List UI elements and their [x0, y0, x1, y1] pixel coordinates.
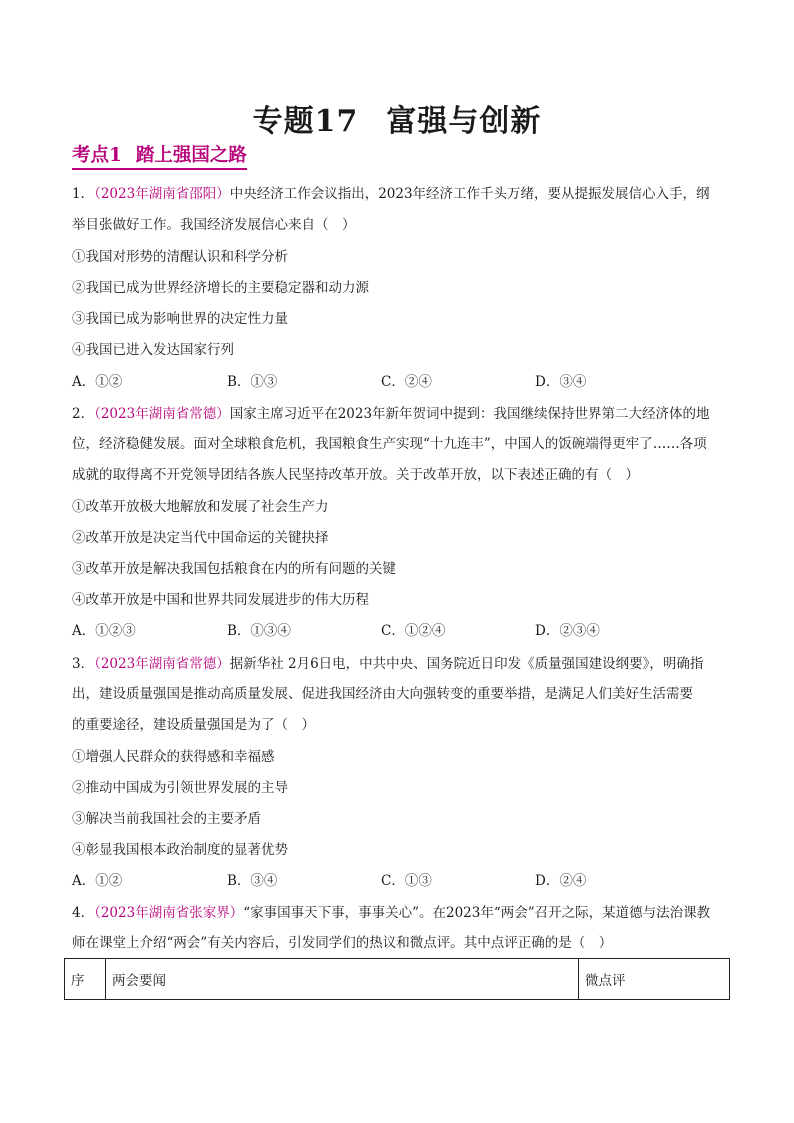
- q4-table: [64, 958, 730, 1000]
- q3-stem-line3: 的重要途径，建设质量强国是为了（ ）: [72, 717, 315, 733]
- q1-item: ②我国已成为世界经济增长的主要稳定器和动力源: [72, 280, 369, 296]
- q3-option-b: B．③④: [227, 873, 278, 889]
- q1-source: （2023年湖南省邵阳）: [94, 186, 230, 202]
- q4-source: （2023年湖南省张家界）: [94, 905, 244, 921]
- q2-source: （2023年湖南省常德）: [94, 406, 230, 422]
- table-header-row: [65, 959, 730, 1000]
- q3-option-c: C．①③: [381, 873, 432, 889]
- q3-item: ②推动中国成为引领世界发展的主导: [72, 780, 288, 796]
- q2-option-d: D．②③④: [535, 623, 600, 639]
- table-header-cell: 序: [65, 959, 106, 1000]
- q2-stem-line3: 成就的取得离不开党领导团结各族人民坚持改革开放。关于改革开放，以下表述正确的有（ ）: [72, 467, 639, 483]
- q1-option-b: B．①③: [227, 374, 278, 390]
- table-header-cell: 两会要闻: [106, 959, 579, 1000]
- q3-stem-line2: 出，建设质量强国是推动高质量发展、促进我国经济由大向强转变的重要举措，是满足人们美好生活需要: [72, 686, 693, 702]
- q3-option-d: D．②④: [535, 873, 587, 889]
- q1-item: ④我国已进入发达国家行列: [72, 342, 234, 358]
- q3-stem-line1: 3．（2023年湖南省常德）据新华社 2月6日电，中共中央、国务院近日印发《质量强国建设纲要》，明确指: [72, 656, 704, 672]
- q3-option-a: A．①②: [72, 873, 123, 889]
- q1-option-a: A．①②: [72, 374, 123, 390]
- q4-stem-line2: 师在课堂上介绍“两会”有关内容后，引发同学们的热议和微点评。其中点评正确的是（ ）: [72, 935, 613, 951]
- q1-stem-line1: 1．（2023年湖南省邵阳）中央经济工作会议指出，2023年经济工作千头万绪，要从提振发展信心入手，纲: [72, 186, 710, 202]
- q4-stem-line1: 4．（2023年湖南省张家界）“家事国事天下事，事事关心”。在2023年“两会”召开之际，某道德与法治课教: [72, 905, 711, 921]
- q2-item: ③改革开放是解决我国包括粮食在内的所有问题的关键: [72, 561, 396, 577]
- q3-source: （2023年湖南省常德）: [94, 656, 230, 672]
- q2-stem-line1: 2．（2023年湖南省常德）国家主席习近平在2023年新年贺词中提到：我国继续保持世界第二大经济体的地: [72, 406, 710, 422]
- q1-item: ③我国已成为影响世界的决定性力量: [72, 311, 288, 327]
- q2-option-a: A．①②③: [72, 623, 136, 639]
- q1-option-c: C．②④: [381, 374, 432, 390]
- q3-item: ①增强人民群众的获得感和幸福感: [72, 749, 275, 765]
- q1-option-d: D．③④: [535, 374, 587, 390]
- q2-item: ①改革开放极大地解放和发展了社会生产力: [72, 499, 329, 515]
- q1-stem-line2: 举目张做好工作。我国经济发展信心来自（ ）: [72, 217, 356, 233]
- q2-item: ④改革开放是中国和世界共同发展进步的伟大历程: [72, 592, 369, 608]
- q2-option-b: B．①③④: [227, 623, 291, 639]
- table-header-cell: 微点评: [579, 959, 730, 1000]
- q3-item: ③解决当前我国社会的主要矛盾: [72, 811, 261, 827]
- q2-item: ②改革开放是决定当代中国命运的关键抉择: [72, 530, 329, 546]
- q1-item: ①我国对形势的清醒认识和科学分析: [72, 249, 288, 265]
- section-heading: 考点1 踏上强国之路: [72, 145, 247, 170]
- q3-item: ④彰显我国根本政治制度的显著优势: [72, 842, 288, 858]
- q2-stem-line2: 位，经济稳健发展。面对全球粮食危机，我国粮食生产实现“十九连丰”，中国人的饭碗端得更牢了……各项: [72, 436, 707, 452]
- q2-option-c: C．①②④: [381, 623, 446, 639]
- page-title: 专题17 富强与创新: [252, 104, 542, 139]
